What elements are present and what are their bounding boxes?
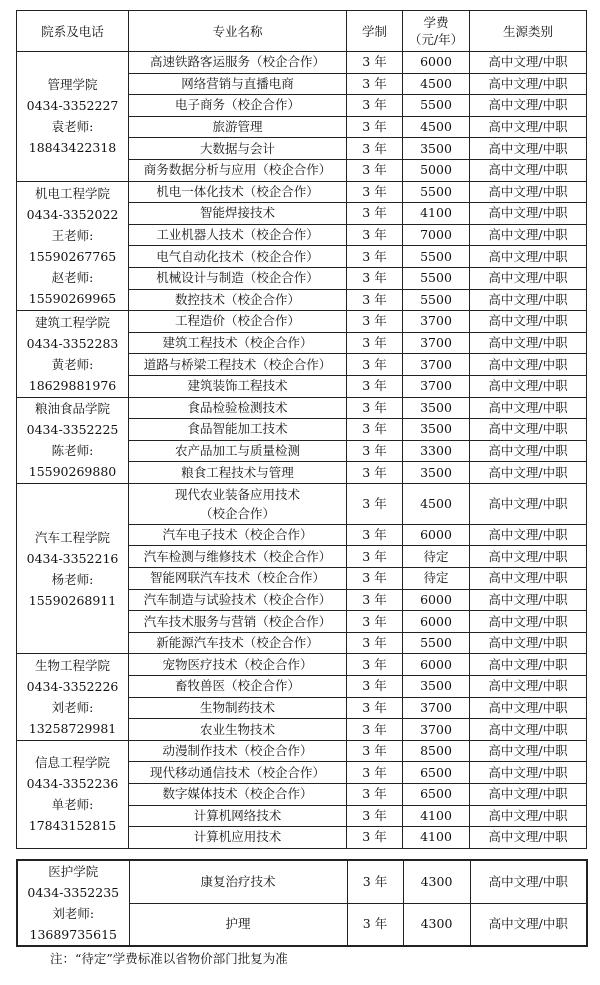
dept-contact-line: 机电工程学院 [34, 185, 110, 201]
major-cell: 智能网联汽车技术（校企合作） [129, 568, 347, 590]
duration-cell: 3 年 [347, 611, 403, 633]
major-cell: 农产品加工与质量检测 [129, 440, 347, 462]
duration-cell: 3 年 [347, 52, 403, 74]
dept-contact-line: 0434-3352226 [26, 679, 119, 695]
dept-contact-line: 单老师: [51, 797, 94, 813]
source-cell: 高中文理/中职 [470, 267, 587, 289]
duration-cell: 3 年 [347, 73, 403, 95]
fee-cell: 5500 [403, 267, 470, 289]
source-cell: 高中文理/中职 [470, 827, 587, 849]
source-cell: 高中文理/中职 [470, 632, 587, 654]
source-cell: 高中文理/中职 [470, 332, 587, 354]
dept-contact-line: 信息工程学院 [34, 755, 110, 771]
source-cell: 高中文理/中职 [470, 676, 587, 698]
nursing-table [16, 859, 588, 947]
duration-cell: 3 年 [347, 289, 403, 311]
source-cell: 高中文理/中职 [470, 159, 587, 181]
duration-cell: 3 年 [347, 375, 403, 397]
source-cell: 高中文理/中职 [470, 740, 587, 762]
source-cell: 高中文理/中职 [470, 719, 587, 741]
dept-contact-line: 粮油食品学院 [34, 401, 110, 417]
major-cell: 网络营销与直播电商 [129, 73, 347, 95]
dept-contact-line: 15590267765 [28, 248, 117, 264]
major-cell: 旅游管理 [129, 116, 347, 138]
duration-cell: 3 年 [347, 159, 403, 181]
header-fee-line1: 学费 [423, 15, 449, 30]
duration-cell: 3 年 [347, 762, 403, 784]
dept-contact-line: 赵老师: [51, 269, 94, 285]
duration-cell: 3 年 [347, 332, 403, 354]
major-cell: 商务数据分析与应用（校企合作） [129, 159, 347, 181]
dept-contact-line: 刘老师: [51, 700, 94, 716]
duration-cell: 3 年 [347, 805, 403, 827]
major-cell: 食品检验检测技术 [129, 397, 347, 419]
dept-contact-cell [17, 181, 129, 311]
fee-cell: 6500 [403, 762, 470, 784]
dept-contact-line: 王老师: [51, 227, 94, 243]
fee-cell: 3500 [403, 462, 470, 484]
table-row [17, 654, 587, 676]
header-major: 专业名称 [129, 11, 347, 52]
dept-contact-line: 0434-3352227 [26, 98, 119, 114]
fee-cell: 5500 [403, 289, 470, 311]
duration-cell: 3 年 [347, 440, 403, 462]
major-cell: 动漫制作技术（校企合作） [129, 740, 347, 762]
source-cell: 高中文理/中职 [470, 289, 587, 311]
table-row [17, 483, 587, 524]
table-row [17, 860, 587, 903]
source-cell: 高中文理/中职 [470, 95, 587, 117]
fee-cell: 4500 [403, 73, 470, 95]
dept-contact-line: 陈老师: [51, 443, 94, 459]
major-cell: 工业机器人技术（校企合作） [129, 224, 347, 246]
source-cell: 高中文理/中职 [470, 181, 587, 203]
major-cell: 汽车电子技术（校企合作） [129, 524, 347, 546]
table-row [17, 740, 587, 762]
dept-contact-cell [17, 654, 129, 740]
source-cell: 高中文理/中职 [470, 784, 587, 806]
fee-cell: 5500 [403, 181, 470, 203]
major-cell: 数控技术（校企合作） [129, 289, 347, 311]
header-dept: 院系及电话 [17, 11, 129, 52]
fee-cell: 7000 [403, 224, 470, 246]
dept-contact-line: 汽车工程学院 [34, 529, 110, 545]
fee-cell: 5500 [403, 95, 470, 117]
header-fee-line2: （元/年） [408, 32, 464, 47]
source-cell: 高中文理/中职 [470, 860, 587, 903]
fee-cell: 3700 [403, 354, 470, 376]
duration-cell: 3 年 [347, 589, 403, 611]
source-cell: 高中文理/中职 [470, 397, 587, 419]
major-cell: 汽车技术服务与营销（校企合作） [129, 611, 347, 633]
major-cell: 汽车制造与试验技术（校企合作） [129, 589, 347, 611]
dept-contact-line: 13689735615 [29, 927, 117, 942]
dept-contact-line: 0434-3352236 [26, 776, 119, 792]
fee-cell: 3700 [403, 719, 470, 741]
dept-contact-line: 黄老师: [51, 356, 94, 372]
source-cell: 高中文理/中职 [470, 224, 587, 246]
table-body [17, 52, 587, 849]
major-line: （校企合作） [199, 505, 275, 521]
dept-contact-line: 建筑工程学院 [34, 314, 110, 330]
major-cell: 计算机应用技术 [129, 827, 347, 849]
duration-cell: 3 年 [347, 827, 403, 849]
major-cell: 护理 [129, 903, 347, 946]
dept-contact-line: 医护学院 [48, 864, 99, 879]
fee-cell: 6000 [403, 589, 470, 611]
major-cell: 工程造价（校企合作） [129, 311, 347, 333]
major-cell: 电气自动化技术（校企合作） [129, 246, 347, 268]
major-cell: 建筑工程技术（校企合作） [129, 332, 347, 354]
source-cell: 高中文理/中职 [470, 903, 587, 946]
major-cell: 宠物医疗技术（校企合作） [129, 654, 347, 676]
dept-contact-line: 0434-3352022 [26, 206, 119, 222]
duration-cell: 3 年 [347, 138, 403, 160]
fee-cell: 3300 [403, 440, 470, 462]
major-cell: 数字媒体技术（校企合作） [129, 784, 347, 806]
duration-cell: 3 年 [347, 354, 403, 376]
duration-cell: 3 年 [347, 483, 403, 524]
source-cell: 高中文理/中职 [470, 311, 587, 333]
dept-contact-line: 刘老师: [52, 906, 95, 921]
fee-cell: 3500 [403, 419, 470, 441]
duration-cell: 3 年 [347, 632, 403, 654]
fee-cell: 6500 [403, 784, 470, 806]
fee-cell: 4100 [403, 203, 470, 225]
source-cell: 高中文理/中职 [470, 440, 587, 462]
header-fee [403, 11, 470, 52]
duration-cell: 3 年 [347, 203, 403, 225]
dept-contact-line: 18629881976 [28, 377, 117, 393]
fee-cell: 4300 [403, 860, 470, 903]
fee-cell: 5500 [403, 246, 470, 268]
fee-cell: 8500 [403, 740, 470, 762]
fee-cell: 6000 [403, 611, 470, 633]
duration-cell: 3 年 [347, 676, 403, 698]
duration-cell: 3 年 [347, 568, 403, 590]
fee-cell: 4100 [403, 805, 470, 827]
fee-cell: 5000 [403, 159, 470, 181]
duration-cell: 3 年 [347, 860, 403, 903]
dept-contact-line: 管理学院 [47, 77, 98, 93]
major-cell: 大数据与会计 [129, 138, 347, 160]
major-cell: 高速铁路客运服务（校企合作） [129, 52, 347, 74]
source-cell: 高中文理/中职 [470, 73, 587, 95]
major-cell: 康复治疗技术 [129, 860, 347, 903]
table-row [17, 52, 587, 74]
major-cell: 农业生物技术 [129, 719, 347, 741]
source-cell: 高中文理/中职 [470, 568, 587, 590]
dept-contact-cell [17, 483, 129, 654]
dept-contact-line: 0434-3352235 [27, 885, 120, 900]
dept-contact-line: 15590269965 [28, 290, 117, 306]
major-cell: 生物制药技术 [129, 697, 347, 719]
dept-contact-line: 13258729981 [28, 721, 117, 737]
major-cell: 机械设计与制造（校企合作） [129, 267, 347, 289]
dept-contact-cell [17, 52, 129, 182]
fee-cell: 3700 [403, 375, 470, 397]
duration-cell: 3 年 [347, 524, 403, 546]
major-fee-table [16, 10, 587, 849]
duration-cell: 3 年 [347, 224, 403, 246]
fee-cell: 6000 [403, 524, 470, 546]
fee-cell: 6000 [403, 654, 470, 676]
source-cell: 高中文理/中职 [470, 805, 587, 827]
dept-contact-cell [17, 860, 129, 946]
major-cell: 粮食工程技术与管理 [129, 462, 347, 484]
dept-contact-line: 袁老师: [51, 119, 94, 135]
dept-contact-line: 杨老师: [51, 571, 94, 587]
duration-cell: 3 年 [347, 719, 403, 741]
header-source: 生源类别 [470, 11, 587, 52]
dept-contact-cell [17, 311, 129, 397]
source-cell: 高中文理/中职 [470, 483, 587, 524]
nursing-table-body [17, 860, 587, 946]
fee-cell: 3700 [403, 697, 470, 719]
fee-cell: 6000 [403, 52, 470, 74]
major-cell: 电子商务（校企合作） [129, 95, 347, 117]
major-cell: 道路与桥梁工程技术（校企合作） [129, 354, 347, 376]
fee-cell: 3700 [403, 332, 470, 354]
duration-cell: 3 年 [347, 903, 403, 946]
fee-cell: 4500 [403, 116, 470, 138]
source-cell: 高中文理/中职 [470, 138, 587, 160]
source-cell: 高中文理/中职 [470, 654, 587, 676]
fee-cell: 3500 [403, 138, 470, 160]
fee-cell: 4300 [403, 903, 470, 946]
dept-contact-line: 15590268911 [28, 592, 117, 608]
source-cell: 高中文理/中职 [470, 589, 587, 611]
duration-cell: 3 年 [347, 95, 403, 117]
dept-contact-cell [17, 740, 129, 848]
fee-cell: 4100 [403, 827, 470, 849]
footnote: 注：“待定”学费标准以省物价部门批复为准 [50, 951, 288, 966]
major-cell: 现代移动通信技术（校企合作） [129, 762, 347, 784]
dept-contact-line: 17843152815 [28, 818, 117, 834]
fee-cell: 待定 [403, 568, 470, 590]
table-row [17, 311, 587, 333]
source-cell: 高中文理/中职 [470, 203, 587, 225]
duration-cell: 3 年 [347, 181, 403, 203]
dept-contact-line: 0434-3352283 [26, 335, 119, 351]
dept-contact-line: 15590269880 [28, 464, 117, 480]
source-cell: 高中文理/中职 [470, 546, 587, 568]
major-cell: 计算机网络技术 [129, 805, 347, 827]
source-cell: 高中文理/中职 [470, 419, 587, 441]
source-cell: 高中文理/中职 [470, 762, 587, 784]
major-cell [129, 483, 347, 524]
dept-contact-cell [17, 397, 129, 483]
source-cell: 高中文理/中职 [470, 524, 587, 546]
duration-cell: 3 年 [347, 740, 403, 762]
table-header-row [17, 11, 587, 52]
source-cell: 高中文理/中职 [470, 52, 587, 74]
header-duration: 学制 [347, 11, 403, 52]
major-cell: 汽车检测与维修技术（校企合作） [129, 546, 347, 568]
dept-contact-line: 0434-3352216 [26, 550, 119, 566]
source-cell: 高中文理/中职 [470, 611, 587, 633]
duration-cell: 3 年 [347, 397, 403, 419]
dept-contact-line: 0434-3352225 [26, 422, 119, 438]
fee-cell: 3500 [403, 397, 470, 419]
table-row [17, 181, 587, 203]
dept-contact-line: 生物工程学院 [34, 658, 110, 674]
major-cell: 机电一体化技术（校企合作） [129, 181, 347, 203]
major-cell: 食品智能加工技术 [129, 419, 347, 441]
duration-cell: 3 年 [347, 419, 403, 441]
fee-cell: 4500 [403, 483, 470, 524]
duration-cell: 3 年 [347, 654, 403, 676]
duration-cell: 3 年 [347, 546, 403, 568]
duration-cell: 3 年 [347, 311, 403, 333]
duration-cell: 3 年 [347, 697, 403, 719]
major-line: 现代农业装备应用技术 [174, 486, 300, 502]
fee-cell: 5500 [403, 632, 470, 654]
source-cell: 高中文理/中职 [470, 375, 587, 397]
major-cell: 智能焊接技术 [129, 203, 347, 225]
source-cell: 高中文理/中职 [470, 116, 587, 138]
table-row [17, 397, 587, 419]
source-cell: 高中文理/中职 [470, 246, 587, 268]
duration-cell: 3 年 [347, 116, 403, 138]
duration-cell: 3 年 [347, 784, 403, 806]
major-cell: 畜牧兽医（校企合作） [129, 676, 347, 698]
source-cell: 高中文理/中职 [470, 354, 587, 376]
fee-cell: 3700 [403, 311, 470, 333]
source-cell: 高中文理/中职 [470, 462, 587, 484]
source-cell: 高中文理/中职 [470, 697, 587, 719]
fee-cell: 待定 [403, 546, 470, 568]
duration-cell: 3 年 [347, 246, 403, 268]
major-cell: 建筑装饰工程技术 [129, 375, 347, 397]
dept-contact-line: 18843422318 [28, 140, 117, 156]
duration-cell: 3 年 [347, 267, 403, 289]
major-cell: 新能源汽车技术（校企合作） [129, 632, 347, 654]
duration-cell: 3 年 [347, 462, 403, 484]
fee-cell: 3500 [403, 676, 470, 698]
